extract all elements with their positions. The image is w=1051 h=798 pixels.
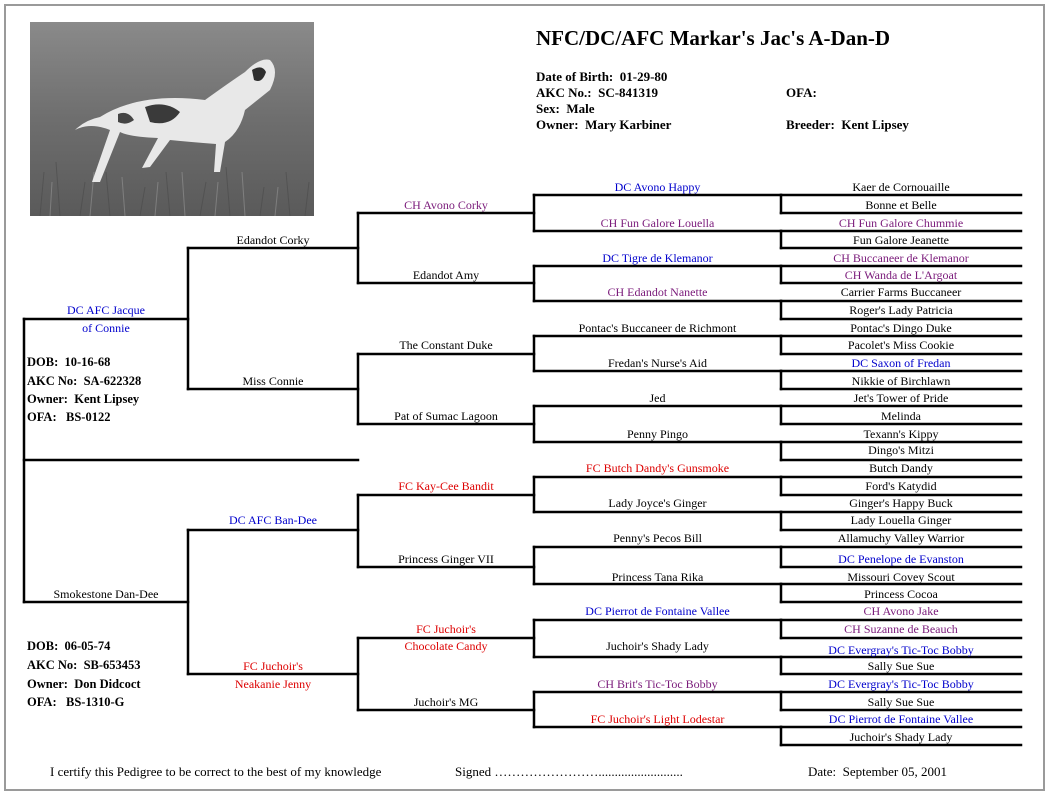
gen5-name: CH Fun Galore Chummie [838,216,964,230]
gen5-name: DC Evergray's Tic-Toc Bobby [828,677,974,691]
gen5-name: DC Penelope de Evanston [838,552,964,566]
gen5-name: Pacolet's Miss Cookie [847,338,955,352]
dam-owner: Owner: Don Didcoct [27,677,141,691]
gen4-name: Princess Tana Rika [611,570,704,584]
signature-line: Signed …………………….......................... [455,764,683,779]
gen2-name-line2: Neakanie Jenny [234,677,312,691]
sire-ofa: OFA: BS-0122 [27,410,111,424]
gen5-name: Pontac's Dingo Duke [850,321,952,335]
gen4-name: Jed [649,391,666,405]
gen5-name: Melinda [881,409,921,423]
gen3-name: Juchoir's MG [413,695,479,709]
gen5-name: Sally Sue Sue [867,695,935,709]
gen5-name: CH Wanda de L'Argoat [844,268,958,282]
gen4-name: Penny Pingo [626,427,688,441]
gen4-name: Juchoir's Shady Lady [606,639,709,653]
certify-date: Date: September 05, 2001 [808,764,947,779]
gen5-name: DC Saxon of Fredan [851,356,951,370]
gen4-name: CH Edandot Nanette [607,285,708,299]
dam-akc: AKC No: SB-653453 [27,658,141,672]
gen5-name: Fun Galore Jeanette [853,233,949,247]
gen3-name: Edandot Amy [412,268,480,282]
gen5-name: Juchoir's Shady Lady [849,730,953,744]
gen4-name: Penny's Pecos Bill [613,531,702,545]
gen4-name: Lady Joyce's Ginger [608,496,707,510]
dam-name: Smokestone Dan-Dee [53,587,159,601]
subject-akc: AKC No.: SC-841319 [536,85,659,100]
gen3-name: Pat of Sumac Lagoon [394,409,498,423]
subject-owner: Owner: Mary Karbiner [536,117,672,132]
gen5-name: Sally Sue Sue [867,659,935,673]
gen2-name: Miss Connie [242,374,304,388]
gen5-name: DC Evergray's Tic-Toc Bobby [828,643,974,657]
gen5-name: Princess Cocoa [864,587,938,601]
gen5-name: Lady Louella Ginger [850,513,952,527]
sire-owner: Owner: Kent Lipsey [27,392,140,406]
gen5-name: Carrier Farms Buccaneer [840,285,962,299]
gen5-name: Ginger's Happy Buck [849,496,953,510]
gen3-name-line2: Chocolate Candy [404,639,488,653]
gen3-name: The Constant Duke [399,338,493,352]
gen4-name: CH Fun Galore Louella [600,216,715,230]
gen3-name: Princess Ginger VII [398,552,494,566]
gen5-name: Butch Dandy [869,461,933,475]
gen5-name: Bonne et Belle [865,198,937,212]
gen5-name: CH Buccaneer de Klemanor [833,251,969,265]
gen3-name: FC Juchoir's [416,622,476,636]
gen4-name: FC Butch Dandy's Gunsmoke [585,461,730,475]
sire-name-line2: of Connie [82,321,130,335]
gen5-name: Kaer de Cornouaille [852,180,950,194]
gen2-name: Edandot Corky [236,233,310,247]
gen5-name: CH Suzanne de Beauch [844,622,958,636]
gen5-name: Texann's Kippy [863,427,939,441]
gen5-name: CH Avono Jake [863,604,939,618]
sire-name: DC AFC Jacque [67,303,145,317]
dam-ofa: OFA: BS-1310-G [27,695,125,709]
gen5-name: Nikkie of Birchlawn [851,374,951,388]
gen5-name: Jet's Tower of Pride [853,391,949,405]
page-title: NFC/DC/AFC Markar's Jac's A-Dan-D [536,26,891,50]
subject-ofa: OFA: [786,85,817,100]
gen3-name: FC Kay-Cee Bandit [398,479,494,493]
gen4-name: Fredan's Nurse's Aid [608,356,707,370]
gen5-name: DC Pierrot de Fontaine Vallee [828,712,974,726]
gen5-name: Allamuchy Valley Warrior [837,531,965,545]
gen5-name: Missouri Covey Scout [847,570,955,584]
sire-dob: DOB: 10-16-68 [27,355,111,369]
gen3-name: CH Avono Corky [404,198,488,212]
dam-dob: DOB: 06-05-74 [27,639,111,653]
gen4-name: FC Juchoir's Light Lodestar [590,712,725,726]
gen2-name: FC Juchoir's [243,659,303,673]
gen5-name: Ford's Katydid [865,479,937,493]
subject-breeder: Breeder: Kent Lipsey [786,117,909,132]
gen4-name: DC Tigre de Klemanor [602,251,713,265]
gen4-name: DC Avono Happy [614,180,701,194]
gen4-name: Pontac's Buccaneer de Richmont [578,321,737,335]
gen5-name: Roger's Lady Patricia [849,303,953,317]
certify-statement: I certify this Pedigree to be correct to the best of my knowledge [50,764,382,779]
sire-akc: AKC No: SA-622328 [27,374,142,388]
subject-dob: Date of Birth: 01-29-80 [536,69,668,84]
gen5-name: Dingo's Mitzi [868,443,934,457]
gen2-name: DC AFC Ban-Dee [229,513,317,527]
subject-sex: Sex: Male [536,101,595,116]
gen4-name: CH Brit's Tic-Toc Bobby [597,677,718,691]
gen4-name: DC Pierrot de Fontaine Vallee [585,604,730,618]
